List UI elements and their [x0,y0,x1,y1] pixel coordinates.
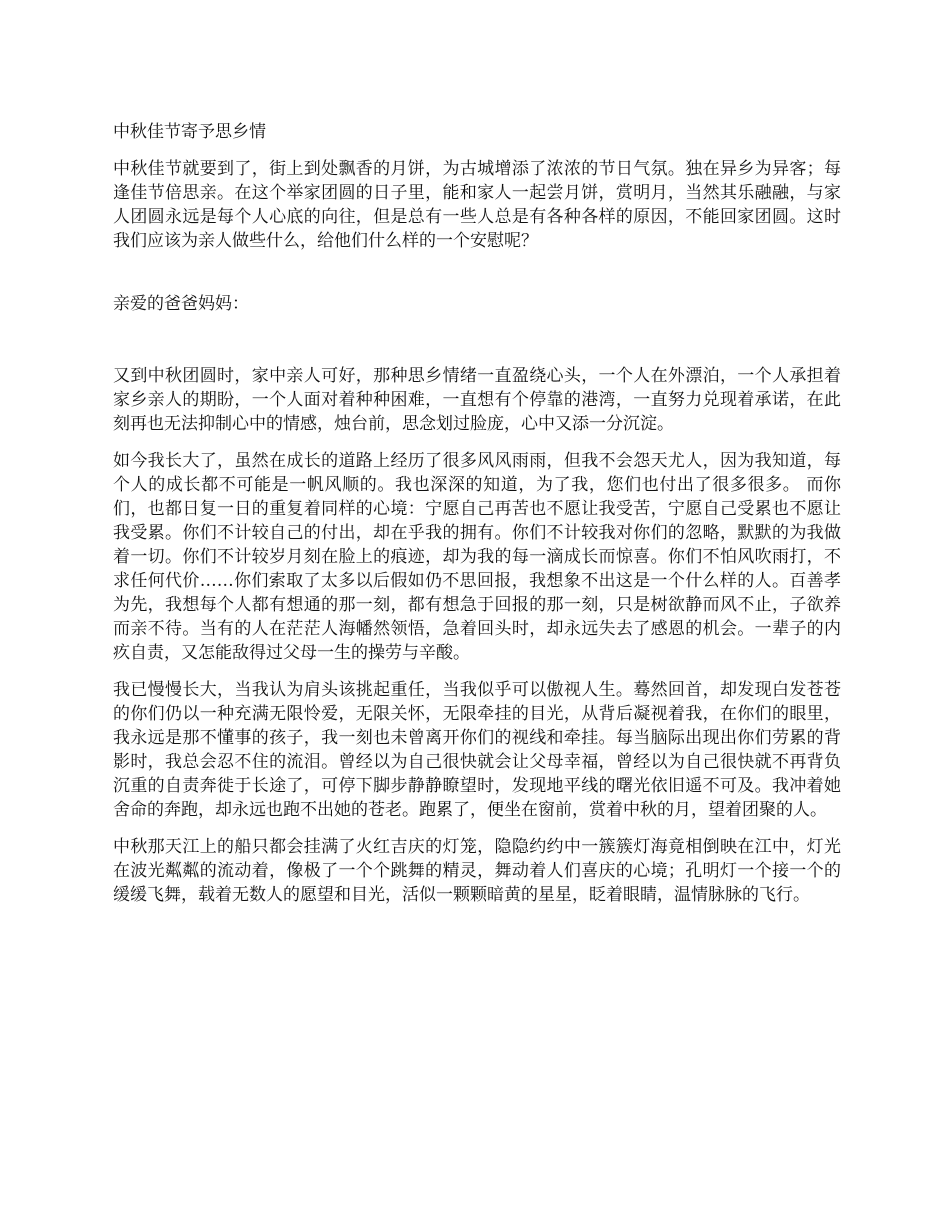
intro-paragraph: 中秋佳节就要到了，街上到处飘香的月饼，为古城增添了浓浓的节日气氛。独在异乡为异客；每逢佳节倍思亲。在这个举家团圆的日子里，能和家人一起尝月饼，赏明月，当然其乐融融，与家人团圆永远是每个人心底的向往，但是总有一些人总是有各种各样的原因，不能回家团圆。这时我们应该为亲人做些什么，给他们什么样的一个安慰呢？ [113,159,841,251]
body-paragraph-2: 如今我长大了，虽然在成长的道路上经历了很多风风雨雨，但我不会怨天尤人，因为我知道，每个人的成长都不可能是一帆风顺的。我也深深的知道，为了我，您们也付出了很多很多。 而你们，也都日复一日的重复着同样的心境：宁愿自己再苦也不愿让我受苦，宁愿自己受累也不愿让我受累。你们不计较自己的付出，却在乎我的拥有。你们不计较我对你们的忽略，默默的为我做着一切。你们不计较岁月刻在脸上的痕迹，却为我的每一滴成长而惊喜。你们不怕风吹雨打，不求任何代价……你们索取了太多以后假如仍不思回报，我想象不出这是一个什么样的人。百善孝为先，我想每个人都有想通的那一刻，都有想急于回报的那一刻，只是树欲静而风不止，子欲养而亲不待。当有的人在茫茫人海幡然领悟，急着回头时，却永远失去了感恩的机会。一辈子的内疚自责，又怎能敌得过父母一生的操劳与辛酸。 [113,451,841,663]
blank-line [113,266,841,279]
document-page [113,120,841,920]
greeting-line: 亲爱的爸爸妈妈： [113,294,249,314]
body-paragraph-3: 我已慢慢长大，当我认为肩头该挑起重任，当我似乎可以傲视人生。蓦然回首，却发现白发苍苍的你们仍以一种充满无限怜爱，无限关怀，无限牵挂的目光，从背后凝视着我，在你们的眼里，我永远是那不懂事的孩子，我一刻也未曾离开你们的视线和牵挂。每当脑际出现出你们劳累的背影时，我总会忍不住的流泪。曾经以为自己很快就会让父母幸福，曾经以为自己很快就不再背负沉重的自责奔徙于长途了，可停下脚步静静瞭望时，发现地平线的曙光依旧遥不可及。我冲着她舍命的奔跑，却永远也跑不出她的苍老。跑累了，便坐在窗前，赏着中秋的月，望着团聚的人。 [113,680,841,820]
body-paragraph-1: 又到中秋团圆时，家中亲人可好，那种思乡情绪一直盈绕心头，一个人在外漂泊，一个人承担着家乡亲人的期盼，一个人面对着种种困难，一直想有个停靠的港湾，一直努力兑现着承诺，在此刻再也无法抑制心中的情感，烛台前，思念划过脸庞，心中又添一分沉淀。 [113,366,841,434]
body-paragraph-4: 中秋那天江上的船只都会挂满了火红吉庆的灯笼，隐隐约约中一簇簇灯海竟相倒映在江中，灯光在波光粼粼的流动着，像极了一个个跳舞的精灵，舞动着人们喜庆的心境；孔明灯一个接一个的缓缓飞舞，载着无数人的愿望和目光，活似一颗颗暗黄的星星，眨着眼睛，温情脉脉的飞行。 [113,837,841,905]
document-title: 中秋佳节寄予思乡情 [113,122,266,142]
blank-line [113,316,841,364]
